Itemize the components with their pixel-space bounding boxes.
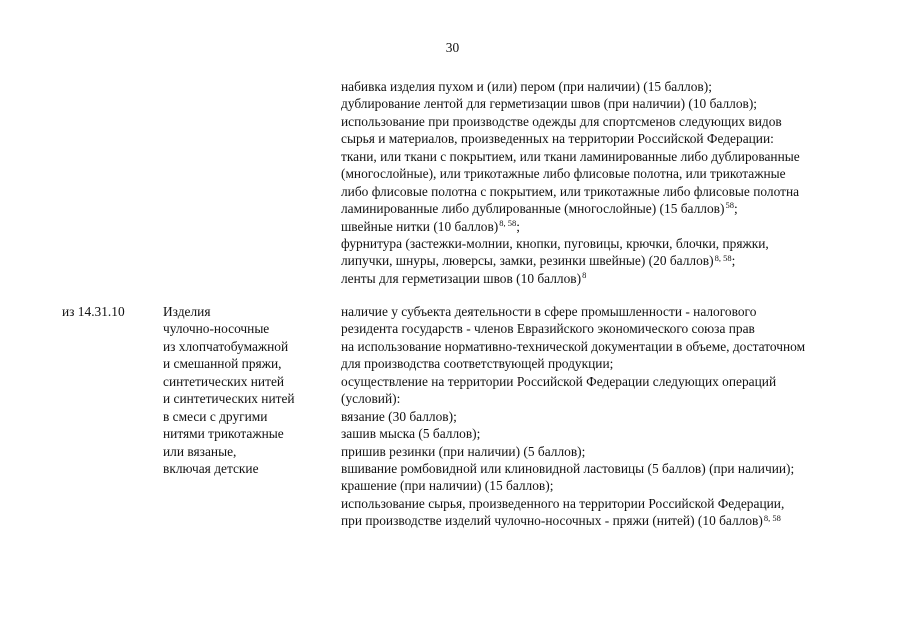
product-name-line: из хлопчатобумажной xyxy=(163,338,289,354)
requirement-text: использование при производстве одежды для спортсменов следующих видов xyxy=(341,113,782,129)
requirements-block xyxy=(341,303,886,530)
requirement-text: дублирование лентой для герметизации швов (при наличии) (10 баллов); xyxy=(341,96,758,112)
requirement-line xyxy=(341,443,886,460)
footnote-ref: 58 xyxy=(725,200,734,211)
requirement-line xyxy=(341,425,886,442)
requirement-text: липучки, шнуры, люверсы, замки, резинки швейные) (20 баллов) xyxy=(341,253,714,269)
requirement-line xyxy=(341,252,886,269)
product-name-line: нитями трикотажные xyxy=(163,426,284,442)
product-name-line: чулочно-носочные xyxy=(163,321,270,337)
product-code: из 14.31.10 xyxy=(62,304,125,319)
page-number: 30 xyxy=(445,40,460,55)
requirement-text: зашив мыска (5 баллов); xyxy=(341,426,481,442)
requirement-line xyxy=(341,95,886,112)
requirement-punct: ; xyxy=(733,201,738,217)
product-name xyxy=(163,303,323,477)
footnote-ref: 8, 58 xyxy=(714,252,732,263)
product-name-line: и смешанной пряжи, xyxy=(163,356,282,372)
requirement-text: наличие у субъекта деятельности в сфере промышленности - налогового xyxy=(341,304,757,319)
requirement-line xyxy=(341,270,886,287)
requirement-text: либо флисовые полотна с покрытием, или трикотажные либо флисовые полотна xyxy=(341,183,800,199)
requirement-line xyxy=(341,130,886,147)
requirement-text: (условий): xyxy=(341,391,401,407)
requirement-line xyxy=(341,355,886,372)
product-name-line: Изделия xyxy=(163,304,211,319)
product-name-line: и синтетических нитей xyxy=(163,391,295,407)
requirement-text: вязание (30 баллов); xyxy=(341,408,457,424)
requirement-text: осуществление на территории Российской Федерации следующих операций xyxy=(341,373,777,389)
requirement-line xyxy=(341,218,886,235)
requirement-text: для производства соответствующей продукции; xyxy=(341,356,614,372)
requirement-line xyxy=(341,373,886,390)
requirement-line xyxy=(341,320,886,337)
requirement-text: ламинированные либо дублированные (многослойные) (15 баллов) xyxy=(341,201,725,217)
requirement-text: при производстве изделий чулочно-носочных - пряжи (нитей) (10 баллов) xyxy=(341,513,763,529)
requirement-line xyxy=(341,148,886,165)
footnote-ref: 8, 58 xyxy=(763,512,781,523)
product-name-line: в смеси с другими xyxy=(163,408,268,424)
requirement-text: фурнитура (застежки-молнии, кнопки, пуговицы, крючки, блочки, пряжки, xyxy=(341,235,769,251)
requirement-line xyxy=(341,113,886,130)
footnote-ref: 8 xyxy=(582,270,587,281)
requirement-text: ленты для герметизации швов (10 баллов) xyxy=(341,270,582,286)
requirement-line xyxy=(341,338,886,355)
product-name-line: включая детские xyxy=(163,460,259,476)
requirement-line xyxy=(341,460,886,477)
requirement-text: сырья и материалов, произведенных на территории Российской Федерации: xyxy=(341,131,774,147)
requirements-block-continued xyxy=(341,78,886,287)
requirement-line xyxy=(341,408,886,425)
requirement-punct: ; xyxy=(731,253,736,269)
requirement-text: на использование нормативно-технической документации в объеме, достаточном xyxy=(341,338,806,354)
requirement-line xyxy=(341,495,886,512)
requirement-line xyxy=(341,512,886,529)
product-name-line: синтетических нитей xyxy=(163,373,285,389)
requirement-line xyxy=(341,303,886,320)
requirement-text: ткани, или ткани с покрытием, или ткани ламинированные либо дублированные xyxy=(341,148,800,164)
requirement-line xyxy=(341,183,886,200)
requirement-line xyxy=(341,390,886,407)
requirement-text: использование сырья, произведенного на территории Российской Федерации, xyxy=(341,495,785,511)
requirement-text: набивка изделия пухом и (или) пером (при наличии) (15 баллов); xyxy=(341,79,712,94)
requirement-text: резидента государств - членов Евразийского экономического союза прав xyxy=(341,321,755,337)
requirement-line xyxy=(341,477,886,494)
requirement-text: крашение (при наличии) (15 баллов); xyxy=(341,478,554,494)
requirement-line xyxy=(341,165,886,182)
product-name-line: или вязаные, xyxy=(163,443,237,459)
requirement-line xyxy=(341,200,886,217)
requirement-text: вшивание ромбовидной или клиновидной ластовицы (5 баллов) (при наличии); xyxy=(341,460,795,476)
footnote-ref: 8, 58 xyxy=(499,217,517,228)
requirement-line xyxy=(341,235,886,252)
requirement-line xyxy=(341,78,886,95)
requirement-text: пришив резинки (при наличии) (5 баллов); xyxy=(341,443,586,459)
requirement-text: (многослойные), или трикотажные либо флисовые полотна, или трикотажные xyxy=(341,166,786,182)
requirement-punct: ; xyxy=(516,218,520,234)
requirement-text: швейные нитки (10 баллов) xyxy=(341,218,499,234)
